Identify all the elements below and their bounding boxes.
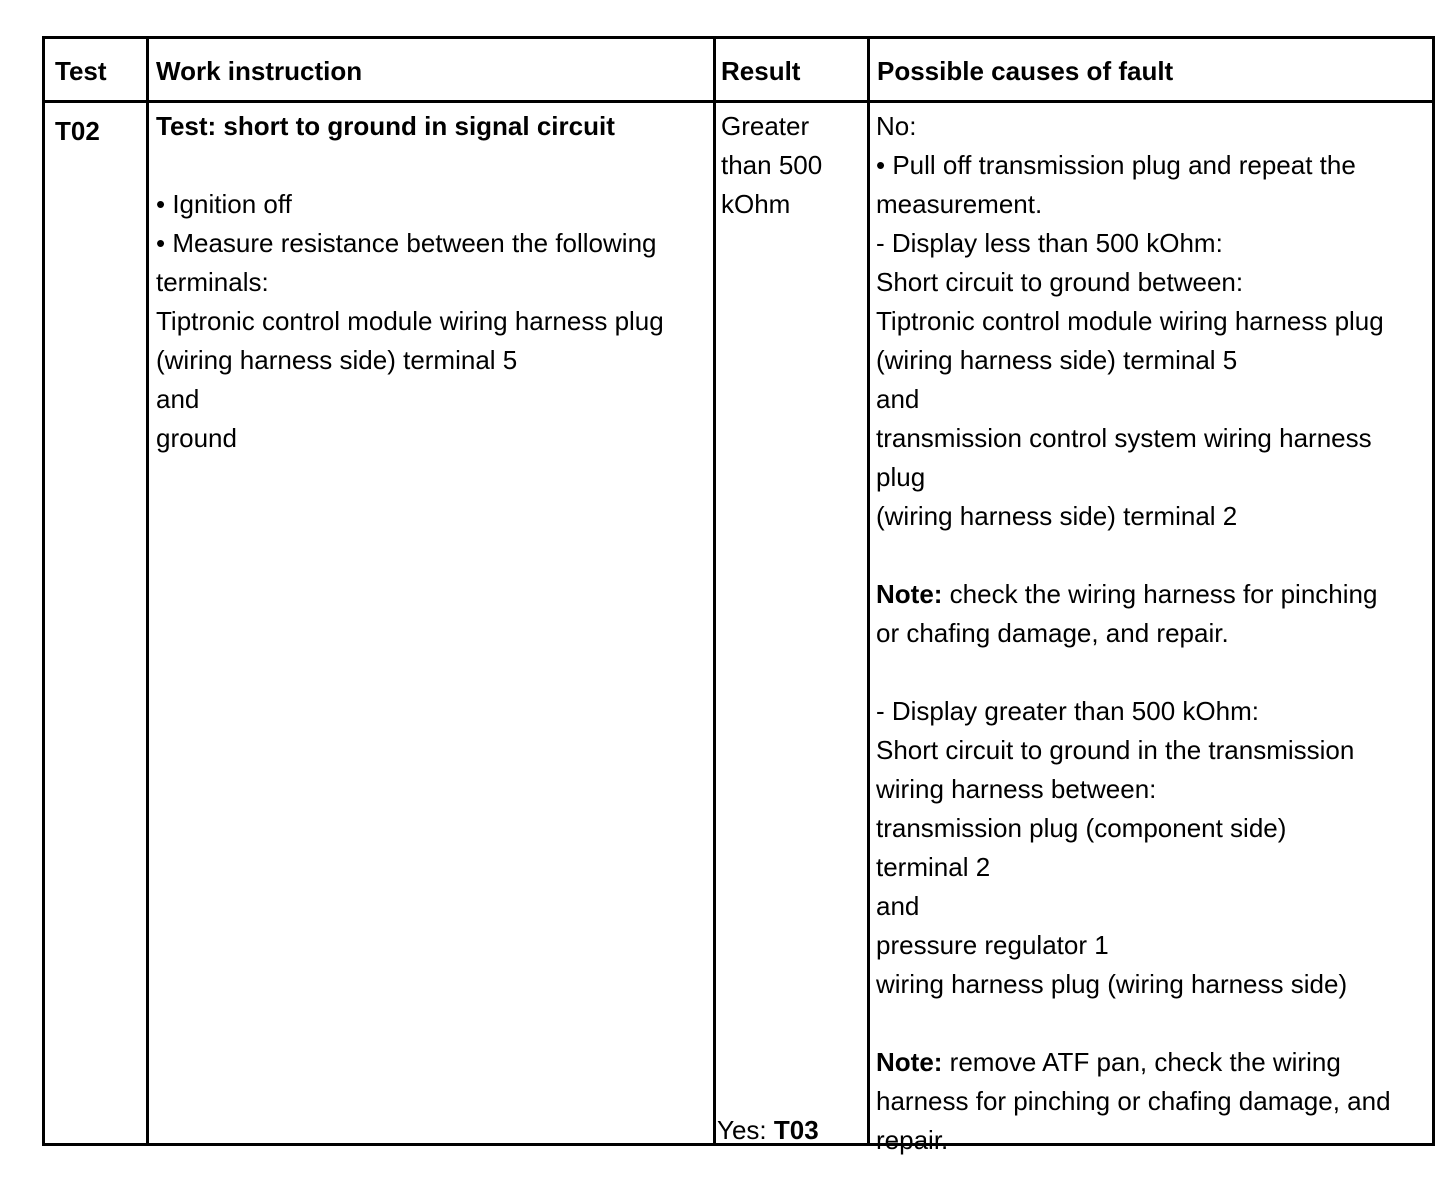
instruction-line: (wiring harness side) terminal 5 xyxy=(156,345,518,375)
causes-line: (wiring harness side) terminal 5 xyxy=(876,345,1238,375)
result-line: Greater xyxy=(721,111,810,141)
result-line: kOhm xyxy=(721,189,791,219)
causes-line: Tiptronic control module wiring harness plug xyxy=(876,306,1384,336)
note-text: check the wiring harness for pinching xyxy=(942,579,1378,609)
causes-line: - Display greater than 500 kOhm: xyxy=(876,696,1259,726)
causes-line: Short circuit to ground in the transmission xyxy=(876,735,1355,765)
header-possible-causes: Possible causes of fault xyxy=(877,56,1174,86)
causes-line: wiring harness between: xyxy=(876,774,1157,804)
causes-bullet: • Pull off transmission plug and repeat the xyxy=(876,150,1356,180)
instruction-bullet: • Measure resistance between the following xyxy=(156,228,657,258)
note-text: repair. xyxy=(876,1125,949,1155)
test-id: T02 xyxy=(55,116,100,146)
result-yes-target: T03 xyxy=(773,1115,819,1145)
work-instruction-cell xyxy=(156,107,664,458)
note-label: Note: xyxy=(876,1047,943,1077)
instruction-line: ground xyxy=(156,423,237,453)
column-divider xyxy=(713,39,716,1143)
causes-line: transmission plug (component side) xyxy=(876,813,1287,843)
note-label: Note: xyxy=(876,579,943,609)
column-divider xyxy=(867,39,870,1143)
result-line: than 500 xyxy=(721,150,823,180)
causes-line: and xyxy=(876,891,920,921)
header-result: Result xyxy=(721,56,801,86)
causes-no: No: xyxy=(876,111,917,141)
note-2 xyxy=(876,1043,1391,1082)
instruction-bullet: • Ignition off xyxy=(156,189,292,219)
instruction-line: terminals: xyxy=(156,267,269,297)
causes-line: (wiring harness side) terminal 2 xyxy=(876,501,1238,531)
result-cell xyxy=(721,107,822,224)
header-work-instruction: Work instruction xyxy=(156,56,363,86)
causes-line: and xyxy=(876,384,920,414)
instruction-line: Tiptronic control module wiring harness plug xyxy=(156,306,664,336)
note-text: or chafing damage, and repair. xyxy=(876,618,1229,648)
fault-table xyxy=(42,36,1435,1155)
instruction-title: Test: short to ground in signal circuit xyxy=(156,111,615,141)
causes-line: wiring harness plug (wiring harness side) xyxy=(876,969,1348,999)
instruction-line: and xyxy=(156,384,200,414)
causes-line: pressure regulator 1 xyxy=(876,930,1109,960)
column-divider xyxy=(146,39,149,1143)
causes-line: measurement. xyxy=(876,189,1043,219)
header-divider xyxy=(45,100,1432,103)
causes-line: Short circuit to ground between: xyxy=(876,267,1244,297)
causes-line: transmission control system wiring harness xyxy=(876,423,1372,453)
note-text: harness for pinching or chafing damage, and xyxy=(876,1086,1391,1116)
causes-line: terminal 2 xyxy=(876,852,991,882)
causes-line: plug xyxy=(876,462,926,492)
result-yes xyxy=(717,1111,819,1150)
causes-cell xyxy=(876,107,1391,1160)
result-yes-prefix: Yes: xyxy=(717,1115,774,1145)
causes-line: - Display less than 500 kOhm: xyxy=(876,228,1223,258)
note-1 xyxy=(876,575,1391,614)
note-text: remove ATF pan, check the wiring xyxy=(942,1047,1341,1077)
header-test: Test xyxy=(55,56,107,86)
